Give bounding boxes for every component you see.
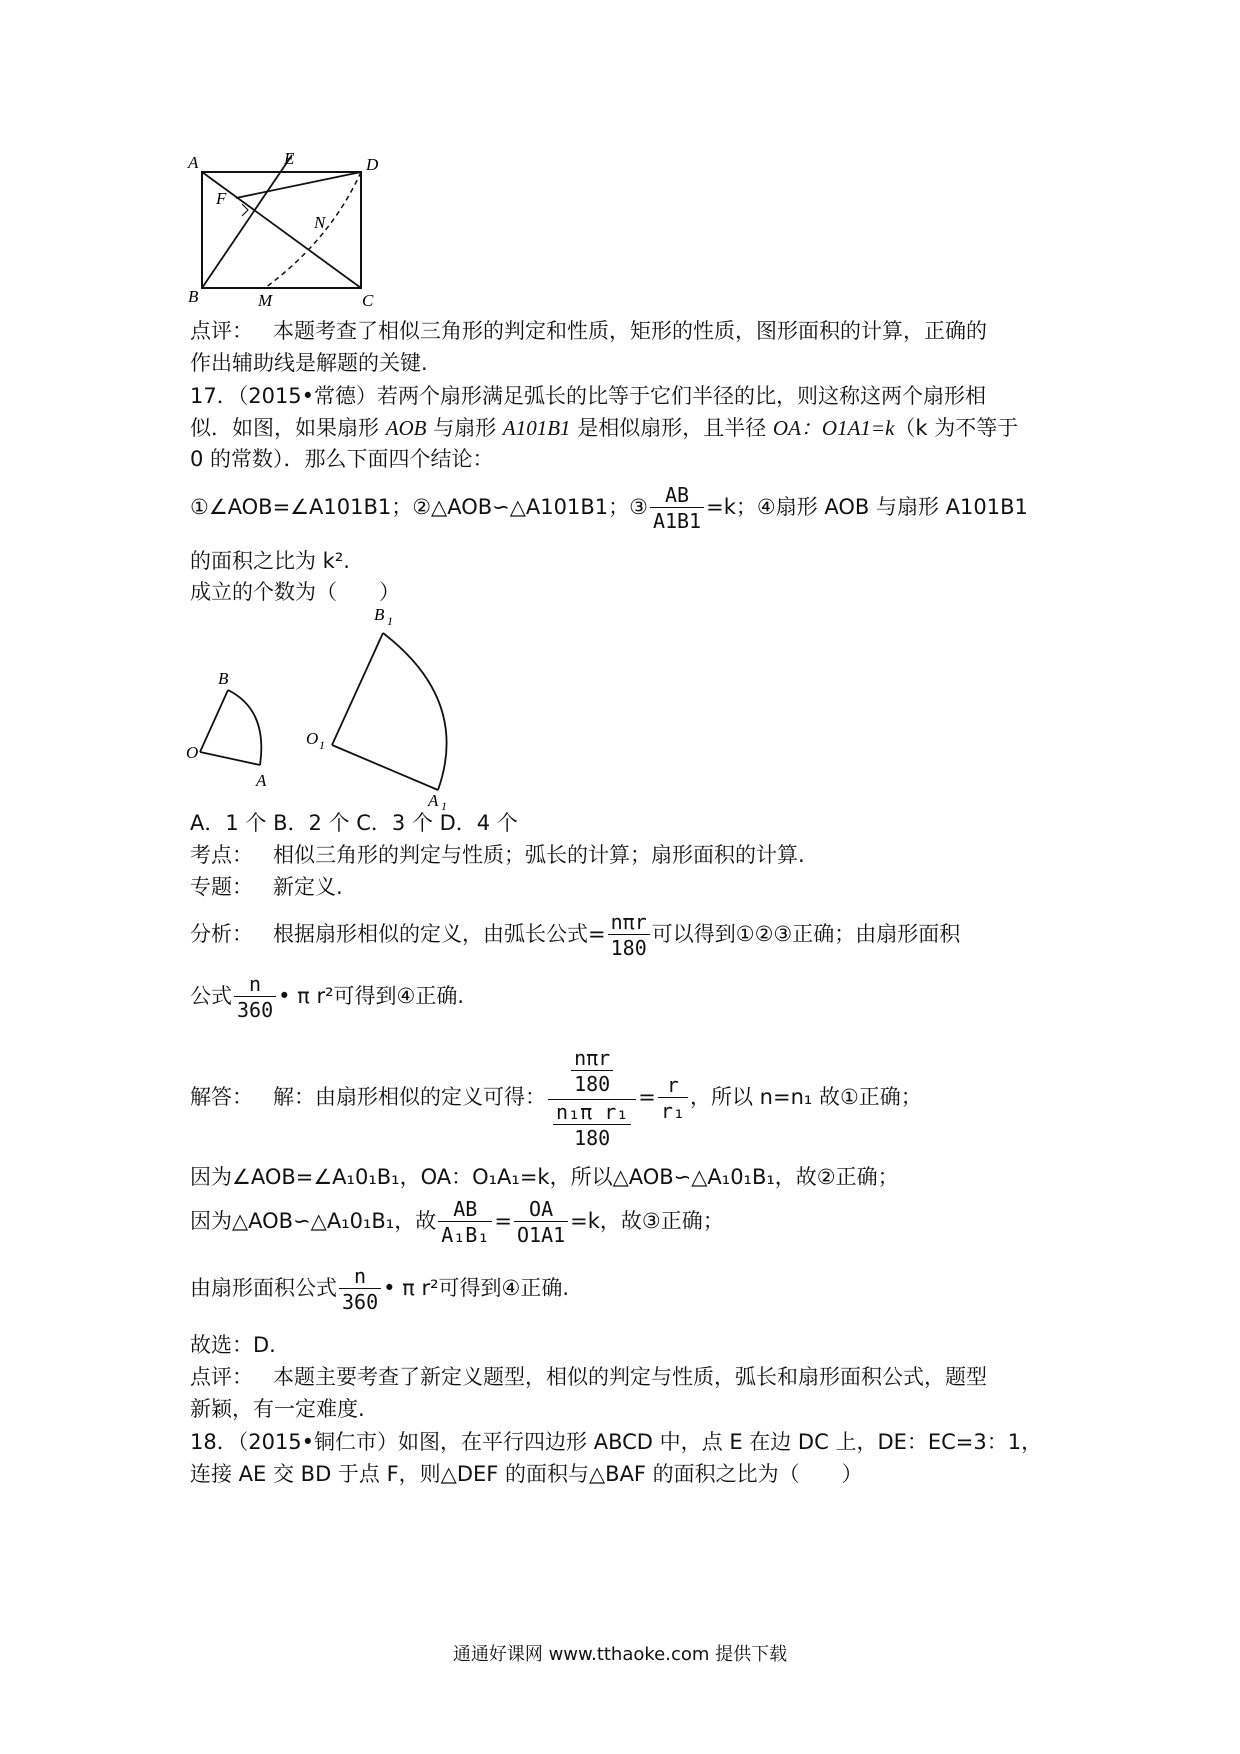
q17-line2d: （k 为不等于	[894, 416, 1019, 440]
pingping1: 本题主要考查了新定义题型，相似的判定与性质，弧长和扇形面积公式，题型	[273, 1365, 988, 1389]
nested-den-den: 180	[574, 1125, 611, 1150]
area2-num: n	[339, 1264, 381, 1289]
zhuanti-line	[190, 872, 343, 902]
fenxi1b: 可以得到①②③正确；由扇形面积	[651, 922, 961, 946]
q17-c4: ④扇形 AOB 与扇形 A101B1	[756, 495, 1028, 519]
q17-line3: 0 的常数）．那么下面四个结论：	[190, 447, 494, 471]
oa-num: OA	[514, 1197, 568, 1222]
fenxi-line1	[190, 908, 960, 961]
label-F: F	[216, 189, 227, 208]
arc-length-fraction	[608, 910, 650, 961]
q17-c3-suffix: =k；	[706, 495, 757, 519]
nested-num-num: nπr	[571, 1046, 613, 1071]
kaodian-label: 考点：	[190, 843, 253, 867]
kaodian-line	[190, 840, 805, 870]
q17-c3-den: A1B1	[652, 508, 702, 533]
label-A-small: A	[256, 771, 267, 790]
q17-line2c: 是相似扇形，且半径	[577, 416, 767, 440]
review16-label: 点评：	[190, 319, 253, 343]
rectangle-figure	[180, 150, 420, 310]
q17-line5: 的面积之比为 k².	[190, 549, 350, 573]
pingping-line2: 新颖，有一定难度.	[190, 1397, 365, 1421]
pingping-line1	[190, 1362, 987, 1392]
arc-den: 180	[610, 935, 647, 960]
jieda1b: ，所以 n=n₁ 故①正确；	[689, 1085, 922, 1109]
footer: 通通好课网 www.tthaoke.com 提供下载	[452, 1644, 788, 1665]
label-A1: A	[428, 791, 439, 810]
jieda3b: =k，故③正确；	[570, 1209, 724, 1233]
jieda4a: 由扇形面积公式	[190, 1276, 337, 1300]
review16-text2: 作出辅助线是解题的关键.	[190, 351, 428, 375]
jieda4b: • π r²可得到④正确.	[383, 1276, 570, 1300]
arc-num: nπr	[608, 910, 650, 935]
q17-c1: ①∠AOB=∠A101B1；	[190, 495, 413, 519]
q17-aob: AOB	[385, 416, 427, 440]
area-fraction	[234, 972, 276, 1023]
label-M: M	[258, 291, 273, 310]
q17-c2: ②△AOB∽△A101B1；	[412, 495, 630, 519]
label-B: B	[188, 287, 199, 306]
area-fraction-2	[339, 1264, 381, 1315]
zhuanti-label: 专题：	[190, 875, 253, 899]
jieda-line2: 因为∠AOB=∠A₁0₁B₁，OA：O₁A₁=k，所以△AOB∽△A₁0₁B₁，故②正确；	[190, 1165, 899, 1189]
fenxi-label: 分析：	[190, 922, 253, 946]
jieda-line1: 解答： 解：由扇形相似的定义可得： $\frac{\frac{\text{nπr}}{180}}{\frac{\text{n₁π r₁}}{180}}$ = $\frac{r}{\text{r₁}}$ ，所以 n=n₁ 故①正确；	[190, 1045, 922, 1150]
nested-fraction	[548, 1046, 636, 1151]
nested-den-num: n₁π r₁	[553, 1100, 631, 1125]
jieda-line3: 因为△AOB∽△A₁0₁B₁，故 $\frac{AB}{\text{A₁B₁}}$ = $\frac{OA}{O1A1}$ =k，故③正确；	[190, 1196, 724, 1247]
q17-oa-o1a1: OA：O1A1=k	[772, 416, 895, 440]
label-C: C	[362, 291, 374, 310]
q17-line2	[190, 413, 1018, 443]
r-ratio-fraction	[658, 1073, 688, 1124]
jieda-label: 解答：	[190, 1085, 253, 1109]
area2-den: 360	[342, 1289, 379, 1314]
nested-num-den: 180	[574, 1071, 611, 1096]
fenxi1a: 根据扇形相似的定义，由弧长公式=	[273, 922, 606, 946]
area-num: n	[234, 972, 276, 997]
label-D: D	[366, 155, 379, 174]
ab-den: A₁B₁	[441, 1222, 490, 1247]
r-num: r	[658, 1073, 688, 1098]
fenxi2b: • π r²可得到④正确.	[278, 984, 465, 1008]
zhuanti-text: 新定义.	[273, 875, 343, 899]
fenxi2a: 公式	[190, 984, 232, 1008]
label-A: A	[188, 153, 199, 172]
jieda3a: 因为△AOB∽△A₁0₁B₁，故	[190, 1209, 437, 1233]
ab-fraction	[438, 1197, 492, 1248]
label-A1-sub: 1	[441, 799, 447, 810]
q17-line2b: 与扇形	[433, 416, 497, 440]
label-N: N	[314, 213, 326, 232]
q18-line1: 18．（2015•铜仁市）如图，在平行四边形 ABCD 中，点 E 在边 DC 上，DE：EC=3：1，	[190, 1430, 1043, 1454]
nested-num-frac	[571, 1046, 613, 1097]
label-O1-sub: 1	[319, 738, 325, 752]
jieda1a: 解：由扇形相似的定义可得：	[273, 1085, 547, 1109]
area-den: 360	[237, 997, 274, 1022]
label-B1-sub: 1	[387, 614, 393, 628]
nested-den	[548, 1100, 636, 1151]
review16-line1	[190, 316, 987, 346]
q17-c3-prefix: ③	[629, 495, 648, 519]
q17-line6: 成立的个数为（ ）	[190, 580, 400, 604]
review16-text1: 本题考查了相似三角形的判定和性质，矩形的性质，图形面积的计算，正确的	[273, 319, 988, 343]
pingping-label: 点评：	[190, 1365, 253, 1389]
oa-den: O1A1	[517, 1222, 566, 1247]
q17-conclusions	[190, 482, 1028, 534]
label-B-small: B	[218, 669, 229, 688]
nested-den-frac	[553, 1100, 631, 1151]
q17-c3-fraction	[650, 483, 704, 534]
jieda-line4	[190, 1262, 569, 1315]
sectors-figure	[180, 600, 480, 810]
label-B1: B	[374, 605, 385, 624]
ab-num: AB	[438, 1197, 492, 1222]
nested-num	[548, 1046, 636, 1100]
label-O-small: O	[186, 743, 199, 762]
q17-line1: 17．（2015•常德）若两个扇形满足弧长的比等于它们半径的比，则这称这两个扇形相	[190, 384, 987, 408]
label-O1: O	[306, 729, 319, 748]
fenxi-line2	[190, 970, 464, 1023]
q17-c3-num: AB	[650, 483, 704, 508]
q18-line2: 连接 AE 交 BD 于点 F，则△DEF 的面积与△BAF 的面积之比为（ ）	[190, 1462, 863, 1486]
oa-fraction	[514, 1197, 568, 1248]
guxuan-line: 故选：D.	[190, 1333, 276, 1357]
q17-line2a: 似．如图，如果扇形	[190, 416, 379, 440]
kaodian-text: 相似三角形的判定与性质；弧长的计算；扇形面积的计算.	[273, 843, 805, 867]
q17-a1o1b1: A101B1	[502, 416, 571, 440]
r-den: r₁	[660, 1098, 685, 1123]
q17-options: A．1 个 B．2 个 C．3 个 D．4 个	[190, 811, 518, 835]
label-E: E	[284, 150, 295, 168]
